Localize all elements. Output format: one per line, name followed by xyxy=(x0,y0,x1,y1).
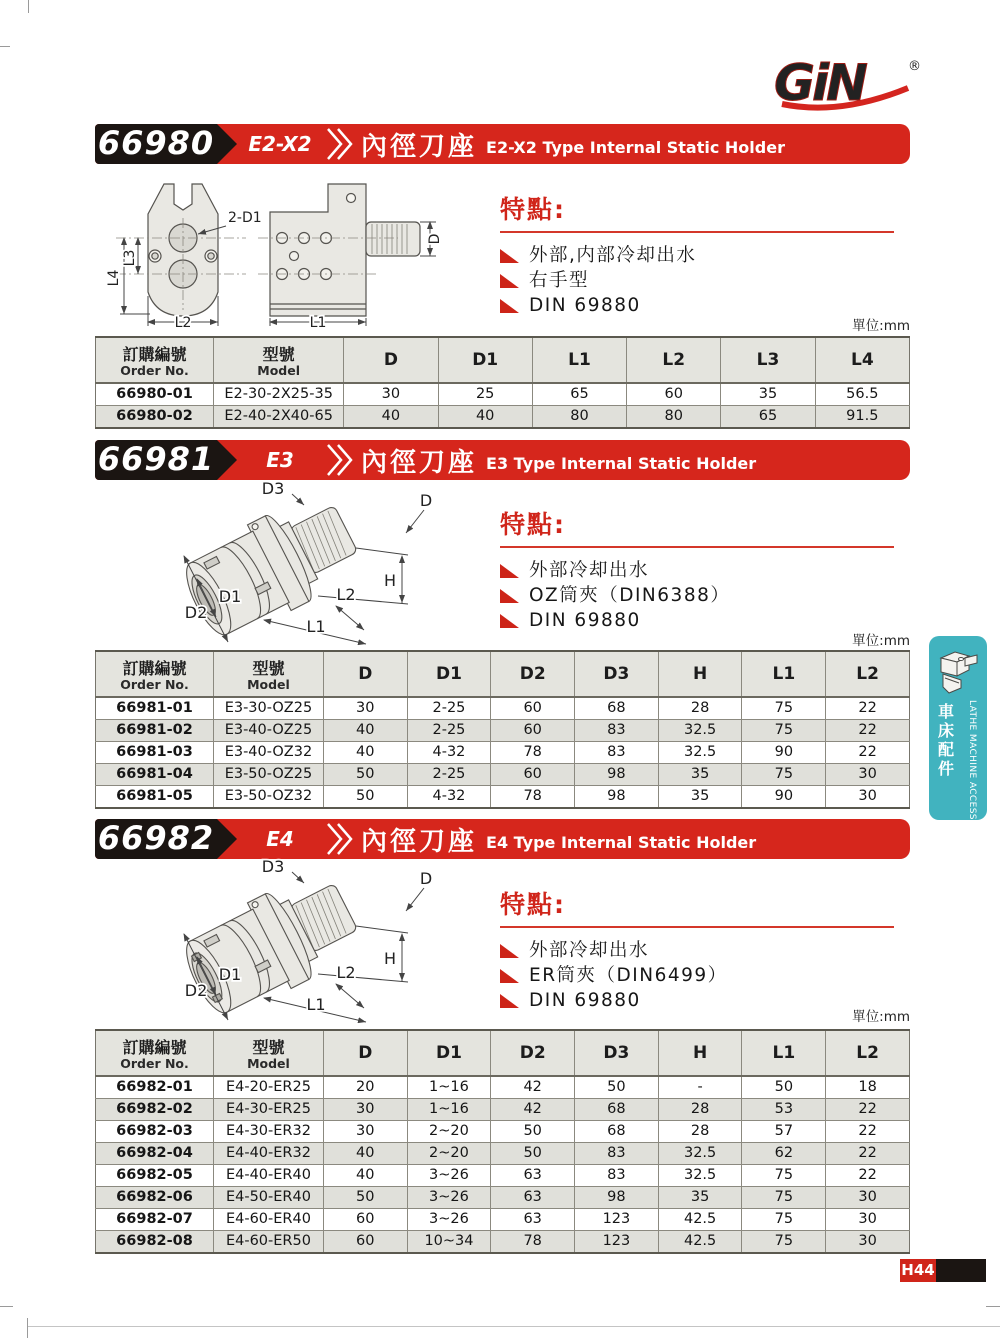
column-header: D xyxy=(323,651,407,697)
dim-value-cell: 2~20 xyxy=(407,1143,491,1165)
features-block-66981 xyxy=(500,505,894,635)
triangle-bullet-icon xyxy=(500,994,519,1008)
features-heading: 特點: xyxy=(500,510,566,539)
dim-value-cell: 63 xyxy=(491,1209,575,1231)
section-banner-66981 xyxy=(95,440,910,480)
crop-mark xyxy=(28,0,29,13)
dim-value-cell: 3~26 xyxy=(407,1187,491,1209)
order-no-cell: 66982-07 xyxy=(116,1211,193,1227)
feature-text: DIN 69880 xyxy=(529,990,641,1011)
technical-drawing-e3 xyxy=(168,478,483,648)
section-type: E2-X2 xyxy=(248,132,312,156)
dim-label-l2: L2 xyxy=(336,585,356,604)
dim-value-cell: 30 xyxy=(344,383,438,406)
dim-value-cell: 60 xyxy=(491,720,575,742)
dim-value-cell: 18 xyxy=(826,1076,910,1099)
column-header: 型號 Model xyxy=(214,651,324,697)
table-row xyxy=(96,742,910,764)
model-cell: E2-30-2X25-35 xyxy=(214,383,344,406)
dim-value-cell: 32.5 xyxy=(658,1143,742,1165)
dim-value-cell: 2-25 xyxy=(407,720,491,742)
spec-table-66980 xyxy=(95,336,910,429)
dim-value-cell: 50 xyxy=(323,1187,407,1209)
dim-label-d2: D2 xyxy=(184,603,208,622)
dim-label-d: D xyxy=(419,869,433,888)
dim-value-cell: 65 xyxy=(532,383,626,406)
column-header: L1 xyxy=(742,1030,826,1076)
spec-table xyxy=(95,650,910,809)
dim-value-cell: 30 xyxy=(826,1209,910,1231)
dim-value-cell: 32.5 xyxy=(658,742,742,764)
dim-value-cell: 65 xyxy=(721,406,815,429)
dim-value-cell: 50 xyxy=(742,1076,826,1099)
dim-value-cell: 35 xyxy=(721,383,815,406)
dim-value-cell: 98 xyxy=(575,764,659,786)
side-tab-label-en: LATHE MACHINE ACCESSORIES xyxy=(967,700,977,850)
table-row xyxy=(96,1076,910,1099)
column-header: L1 xyxy=(742,651,826,697)
dim-value-cell: 2-25 xyxy=(407,697,491,720)
dim-value-cell: 83 xyxy=(575,720,659,742)
dim-value-cell: 30 xyxy=(323,1099,407,1121)
dim-value-cell: 60 xyxy=(323,1231,407,1254)
side-tab-label-zh: 車床配件 xyxy=(938,702,955,778)
dim-value-cell: 30 xyxy=(323,1121,407,1143)
feature-text: 右手型 xyxy=(529,270,590,291)
dim-value-cell: 30 xyxy=(826,1187,910,1209)
dim-value-cell: 60 xyxy=(491,697,575,720)
feature-item xyxy=(500,610,894,631)
category-side-tab xyxy=(929,636,987,850)
dim-value-cell: 68 xyxy=(575,1121,659,1143)
feature-text: 外部,内部冷却出水 xyxy=(529,245,697,266)
column-header: 訂購編號 Order No. xyxy=(96,1030,214,1076)
feature-text: 外部冷却出水 xyxy=(529,560,650,581)
dim-value-cell: 75 xyxy=(742,1187,826,1209)
brand-logo xyxy=(770,54,925,116)
dim-value-cell: 10~34 xyxy=(407,1231,491,1254)
features-list xyxy=(500,940,894,1011)
dim-value-cell: - xyxy=(658,1076,742,1099)
page-number-badge: H44 xyxy=(900,1259,936,1282)
dim-label-d1: D1 xyxy=(218,587,242,606)
column-header: H xyxy=(658,651,742,697)
section-title-zh: 內徑刀座 xyxy=(361,447,478,478)
section-code: 66981 xyxy=(97,440,215,479)
dim-label-l2: L2 xyxy=(174,315,192,330)
dim-value-cell: 80 xyxy=(627,406,721,429)
features-list xyxy=(500,245,894,316)
dim-value-cell: 3~26 xyxy=(407,1165,491,1187)
dim-value-cell: 63 xyxy=(491,1165,575,1187)
registered-mark: ® xyxy=(908,59,921,74)
column-header: H xyxy=(658,1030,742,1076)
feature-item xyxy=(500,585,894,606)
table-row xyxy=(96,383,910,406)
section-title-zh: 內徑刀座 xyxy=(361,131,478,162)
column-header: L1 xyxy=(532,337,626,383)
dim-value-cell: 98 xyxy=(575,1187,659,1209)
dim-value-cell: 50 xyxy=(323,764,407,786)
triangle-bullet-icon xyxy=(500,299,519,313)
dim-value-cell: 25 xyxy=(438,383,532,406)
column-header: L3 xyxy=(721,337,815,383)
dim-value-cell: 78 xyxy=(491,1231,575,1254)
dim-label-d1: D1 xyxy=(218,965,242,984)
model-cell: E4-30-ER25 xyxy=(214,1099,324,1121)
brand-logo-text: GiN xyxy=(774,54,866,112)
dim-value-cell: 3~26 xyxy=(407,1209,491,1231)
crop-mark xyxy=(986,1306,1000,1307)
dim-value-cell: 60 xyxy=(323,1209,407,1231)
dim-value-cell: 98 xyxy=(575,786,659,809)
dim-value-cell: 50 xyxy=(491,1143,575,1165)
dim-value-cell: 62 xyxy=(742,1143,826,1165)
spec-table-66982 xyxy=(95,1029,910,1254)
dim-label-d: D xyxy=(427,233,443,245)
dim-value-cell: 42.5 xyxy=(658,1231,742,1254)
technical-drawing-e4 xyxy=(168,856,483,1026)
dim-value-cell: 123 xyxy=(575,1231,659,1254)
dim-label-l1: L1 xyxy=(309,315,327,330)
dim-value-cell: 22 xyxy=(826,1099,910,1121)
model-cell: E4-50-ER40 xyxy=(214,1187,324,1209)
technical-drawing-e2x2 xyxy=(98,168,443,330)
dim-value-cell: 28 xyxy=(658,697,742,720)
dim-value-cell: 40 xyxy=(323,742,407,764)
column-header: D xyxy=(344,337,438,383)
triangle-bullet-icon xyxy=(500,969,519,983)
dim-value-cell: 30 xyxy=(826,1231,910,1254)
dim-value-cell: 4-32 xyxy=(407,742,491,764)
dim-value-cell: 68 xyxy=(575,697,659,720)
chevron-icon xyxy=(325,443,355,477)
column-header: D1 xyxy=(438,337,532,383)
feature-item xyxy=(500,965,894,986)
triangle-bullet-icon xyxy=(500,614,519,628)
dim-label-l4: L4 xyxy=(106,269,122,287)
feature-item xyxy=(500,270,894,291)
table-row xyxy=(96,1231,910,1254)
table-row xyxy=(96,1209,910,1231)
model-cell: E3-50-OZ25 xyxy=(214,764,324,786)
dim-value-cell: 32.5 xyxy=(658,1165,742,1187)
dim-value-cell: 32.5 xyxy=(658,720,742,742)
crop-mark xyxy=(0,1306,13,1307)
dim-value-cell: 80 xyxy=(532,406,626,429)
section-code: 66982 xyxy=(97,819,215,858)
order-no-cell: 66982-02 xyxy=(116,1101,193,1117)
features-list xyxy=(500,560,894,631)
dim-value-cell: 2~20 xyxy=(407,1121,491,1143)
order-no-cell: 66981-05 xyxy=(116,788,193,804)
dim-label-d3: D3 xyxy=(261,857,285,876)
feature-item xyxy=(500,295,894,316)
feature-item xyxy=(500,940,894,961)
order-no-cell: 66980-02 xyxy=(116,408,193,424)
model-cell: E4-60-ER50 xyxy=(214,1231,324,1254)
table-row xyxy=(96,406,910,429)
chevron-icon xyxy=(325,822,355,856)
triangle-bullet-icon xyxy=(500,944,519,958)
dim-label-d3: D3 xyxy=(261,479,285,498)
dim-value-cell: 22 xyxy=(826,720,910,742)
dim-value-cell: 28 xyxy=(658,1121,742,1143)
dim-value-cell: 50 xyxy=(323,786,407,809)
section-code: 66980 xyxy=(97,124,215,163)
features-divider xyxy=(500,231,894,233)
dim-label-d2: D2 xyxy=(184,981,208,1000)
dim-value-cell: 40 xyxy=(323,1165,407,1187)
model-cell: E4-40-ER40 xyxy=(214,1165,324,1187)
features-divider xyxy=(500,546,894,548)
order-no-cell: 66981-01 xyxy=(116,700,193,716)
crop-mark xyxy=(27,1318,28,1338)
dim-value-cell: 30 xyxy=(323,697,407,720)
order-no-cell: 66982-03 xyxy=(116,1123,193,1139)
triangle-bullet-icon xyxy=(500,249,519,263)
triangle-bullet-icon xyxy=(500,564,519,578)
dim-label-l1: L1 xyxy=(306,617,326,636)
order-no-cell: 66981-04 xyxy=(116,766,193,782)
dim-value-cell: 90 xyxy=(742,742,826,764)
table-row xyxy=(96,786,910,809)
spec-table xyxy=(95,336,910,429)
spec-table xyxy=(95,1029,910,1254)
feature-text: OZ筒夾（DIN6388） xyxy=(529,585,731,606)
page-edge-line xyxy=(28,1326,1000,1327)
section-title-en: E4 Type Internal Static Holder xyxy=(486,832,757,852)
order-no-cell: 66981-03 xyxy=(116,744,193,760)
column-header: D1 xyxy=(407,1030,491,1076)
dim-value-cell: 75 xyxy=(742,1209,826,1231)
feature-text: DIN 69880 xyxy=(529,295,641,316)
order-no-cell: 66981-02 xyxy=(116,722,193,738)
dim-value-cell: 83 xyxy=(575,1143,659,1165)
dim-value-cell: 2-25 xyxy=(407,764,491,786)
dim-value-cell: 22 xyxy=(826,1121,910,1143)
dim-value-cell: 60 xyxy=(627,383,721,406)
dim-value-cell: 75 xyxy=(742,1231,826,1254)
feature-text: 外部冷却出水 xyxy=(529,940,650,961)
dim-label-d: D xyxy=(419,491,433,510)
table-row xyxy=(96,1099,910,1121)
dim-value-cell: 63 xyxy=(491,1187,575,1209)
triangle-bullet-icon xyxy=(500,589,519,603)
brand-logo-graphic xyxy=(770,54,925,116)
dim-value-cell: 53 xyxy=(742,1099,826,1121)
dim-value-cell: 28 xyxy=(658,1099,742,1121)
dim-value-cell: 83 xyxy=(575,742,659,764)
dim-value-cell: 40 xyxy=(344,406,438,429)
dim-value-cell: 57 xyxy=(742,1121,826,1143)
dim-value-cell: 22 xyxy=(826,1165,910,1187)
section-type: E3 xyxy=(266,448,294,472)
order-no-cell: 66982-05 xyxy=(116,1167,193,1183)
column-header: L2 xyxy=(826,1030,910,1076)
dim-value-cell: 75 xyxy=(742,720,826,742)
column-header: D xyxy=(323,1030,407,1076)
order-no-cell: 66982-06 xyxy=(116,1189,193,1205)
dim-value-cell: 75 xyxy=(742,1165,826,1187)
dim-value-cell: 35 xyxy=(658,1187,742,1209)
table-row xyxy=(96,764,910,786)
column-header: D3 xyxy=(575,651,659,697)
features-divider xyxy=(500,926,894,928)
dim-value-cell: 50 xyxy=(575,1076,659,1099)
features-block-66982 xyxy=(500,885,894,1015)
features-heading: 特點: xyxy=(500,195,566,224)
column-header: D3 xyxy=(575,1030,659,1076)
dim-value-cell: 35 xyxy=(658,786,742,809)
model-cell: E3-50-OZ32 xyxy=(214,786,324,809)
dim-value-cell: 78 xyxy=(491,786,575,809)
dim-value-cell: 1~16 xyxy=(407,1076,491,1099)
dim-value-cell: 60 xyxy=(491,764,575,786)
section-title-en: E2-X2 Type Internal Static Holder xyxy=(486,137,785,157)
dim-value-cell: 22 xyxy=(826,1143,910,1165)
dim-value-cell: 40 xyxy=(323,720,407,742)
order-no-cell: 66982-08 xyxy=(116,1233,193,1249)
features-heading: 特點: xyxy=(500,890,566,919)
dim-value-cell: 56.5 xyxy=(815,383,909,406)
dim-value-cell: 1~16 xyxy=(407,1099,491,1121)
column-header: 訂購編號 Order No. xyxy=(96,337,214,383)
dim-value-cell: 83 xyxy=(575,1165,659,1187)
dim-value-cell: 35 xyxy=(658,764,742,786)
dim-label-l1: L1 xyxy=(306,995,326,1014)
model-cell: E4-60-ER40 xyxy=(214,1209,324,1231)
dim-value-cell: 42.5 xyxy=(658,1209,742,1231)
section-title-en: E3 Type Internal Static Holder xyxy=(486,453,757,473)
tool-holder-icon xyxy=(935,642,981,698)
model-cell: E3-40-OZ25 xyxy=(214,720,324,742)
chevron-icon xyxy=(325,127,355,161)
triangle-bullet-icon xyxy=(500,274,519,288)
model-cell: E3-30-OZ25 xyxy=(214,697,324,720)
dim-label-h: H xyxy=(383,571,397,590)
dim-value-cell: 91.5 xyxy=(815,406,909,429)
dim-value-cell: 123 xyxy=(575,1209,659,1231)
column-header: 型號 Model xyxy=(214,337,344,383)
dim-label-2-d1: 2-D1 xyxy=(228,210,262,226)
section-type: E4 xyxy=(266,827,294,851)
table-row xyxy=(96,720,910,742)
unit-label: 單位:mm xyxy=(852,633,910,649)
dim-label-l2: L2 xyxy=(336,963,356,982)
dim-value-cell: 22 xyxy=(826,742,910,764)
order-no-cell: 66980-01 xyxy=(116,386,193,402)
dim-value-cell: 22 xyxy=(826,697,910,720)
table-row xyxy=(96,1143,910,1165)
features-block-66980 xyxy=(500,190,894,320)
section-banner-66982 xyxy=(95,819,910,859)
dim-value-cell: 30 xyxy=(826,786,910,809)
dim-value-cell: 40 xyxy=(323,1143,407,1165)
dim-value-cell: 30 xyxy=(826,764,910,786)
column-header: D2 xyxy=(491,651,575,697)
dim-value-cell: 20 xyxy=(323,1076,407,1099)
column-header: L2 xyxy=(826,651,910,697)
column-header: 訂購編號 Order No. xyxy=(96,651,214,697)
column-header: 型號 Model xyxy=(214,1030,324,1076)
feature-text: DIN 69880 xyxy=(529,610,641,631)
unit-label: 單位:mm xyxy=(852,1009,910,1025)
crop-mark xyxy=(0,46,10,47)
model-cell: E4-20-ER25 xyxy=(214,1076,324,1099)
table-row xyxy=(96,1121,910,1143)
section-banner-66980 xyxy=(95,124,910,164)
table-row xyxy=(96,697,910,720)
unit-label: 單位:mm xyxy=(852,318,910,334)
model-cell: E4-40-ER32 xyxy=(214,1143,324,1165)
dim-value-cell: 42 xyxy=(491,1076,575,1099)
dim-label-l3: L3 xyxy=(122,249,138,267)
dim-value-cell: 68 xyxy=(575,1099,659,1121)
dim-value-cell: 40 xyxy=(438,406,532,429)
feature-item xyxy=(500,560,894,581)
column-header: D2 xyxy=(491,1030,575,1076)
dim-value-cell: 75 xyxy=(742,697,826,720)
table-row xyxy=(96,1187,910,1209)
section-title-zh: 內徑刀座 xyxy=(361,826,478,857)
column-header: L4 xyxy=(815,337,909,383)
model-cell: E2-40-2X40-65 xyxy=(214,406,344,429)
model-cell: E3-40-OZ32 xyxy=(214,742,324,764)
dim-value-cell: 50 xyxy=(491,1121,575,1143)
page-number-black-bar xyxy=(936,1259,986,1282)
table-row xyxy=(96,1165,910,1187)
order-no-cell: 66982-01 xyxy=(116,1079,193,1095)
feature-text: ER筒夾（DIN6499） xyxy=(529,965,728,986)
model-cell: E4-30-ER32 xyxy=(214,1121,324,1143)
column-header: D1 xyxy=(407,651,491,697)
dim-value-cell: 90 xyxy=(742,786,826,809)
dim-value-cell: 75 xyxy=(742,764,826,786)
dim-value-cell: 78 xyxy=(491,742,575,764)
feature-item xyxy=(500,245,894,266)
dim-label-h: H xyxy=(383,949,397,968)
spec-table-66981 xyxy=(95,650,910,809)
column-header: L2 xyxy=(627,337,721,383)
order-no-cell: 66982-04 xyxy=(116,1145,193,1161)
dim-value-cell: 4-32 xyxy=(407,786,491,809)
dim-value-cell: 42 xyxy=(491,1099,575,1121)
